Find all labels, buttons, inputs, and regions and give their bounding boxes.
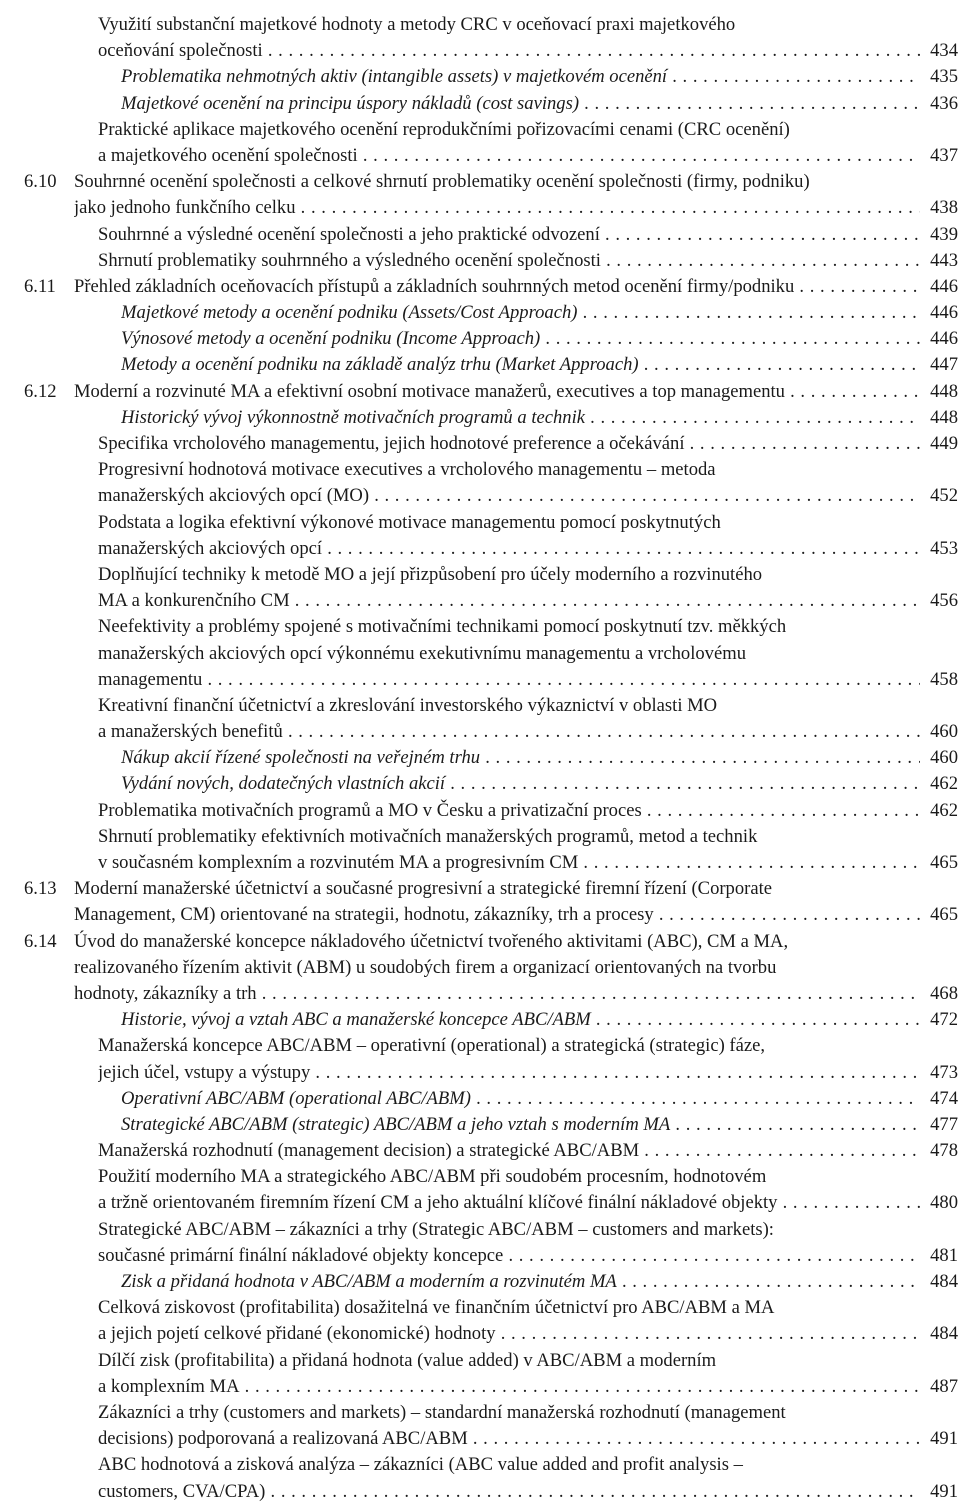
entry-title: Strategické ABC/ABM – zákazníci a trhy (Strategic ABC/ABM – customers and markets): (98, 1218, 774, 1240)
page-number: 491 (920, 1479, 960, 1505)
toc-entry-line (0, 300, 960, 326)
page-number: 477 (920, 1112, 960, 1138)
page-number: 472 (920, 1007, 960, 1033)
entry-title: Progresivní hodnotová motivace executives a vrcholového managementu – metoda (98, 459, 716, 481)
entry-title: Specifika vrcholového managementu, jejich hodnotové preference a očekávání . . . (98, 431, 922, 457)
toc-entry[interactable] (0, 431, 960, 457)
entry-title: Praktické aplikace majetkového ocenění reprodukčními pořizovacími cenami (CRC ocenění) (98, 118, 790, 140)
toc-entry-line (0, 667, 960, 693)
toc-entry-line (0, 457, 960, 483)
section-number: 6.12 (24, 380, 57, 402)
entry-title: managementu . . . (98, 667, 922, 693)
toc-entry-line (0, 274, 960, 300)
toc-entry-line (0, 798, 960, 824)
entry-title: Manažerská koncepce ABC/ABM – operativní (operational) a strategická (strategic) fáze, (98, 1035, 766, 1057)
toc-entry[interactable] (0, 1400, 960, 1452)
entry-title: Moderní manažerské účetnictví a současné progresivní a strategické firemní řízení (Corporate (74, 878, 773, 900)
section-number: 6.11 (24, 275, 56, 297)
entry-title: Strategické ABC/ABM (strategic) ABC/ABM a jeho vztah s moderním MA . . . (121, 1112, 922, 1138)
toc-entry-line (0, 1112, 960, 1138)
toc-entry[interactable] (0, 1452, 960, 1504)
toc-entry[interactable] (0, 1033, 960, 1085)
page-number: 446 (920, 326, 960, 352)
toc-entry-line (0, 483, 960, 509)
page-number: 473 (920, 1060, 960, 1086)
toc-entry-line (0, 536, 960, 562)
page-number: 436 (920, 91, 960, 117)
page-number: 462 (920, 771, 960, 797)
toc-entry-line (0, 1007, 960, 1033)
toc-entry-line (0, 745, 960, 771)
page-number: 449 (920, 431, 960, 457)
toc-entry-line (0, 902, 960, 928)
page-number: 434 (920, 38, 960, 64)
entry-title: Historický vývoj výkonnostně motivačních programů a technik . . . (121, 405, 922, 431)
toc-entry[interactable] (0, 876, 960, 928)
toc-entry[interactable] (0, 274, 960, 300)
toc-entry[interactable] (0, 1269, 960, 1295)
page-number: 452 (920, 483, 960, 509)
toc-entry-line (0, 693, 960, 719)
entry-title: Podstata a logika efektivní výkonové motivace managementu pomocí poskytnutých (98, 511, 721, 533)
toc-entry[interactable] (0, 1348, 960, 1400)
entry-title: hodnoty, zákazníky a trh . . . (74, 981, 922, 1007)
page-number: 446 (920, 274, 960, 300)
page-number: 478 (920, 1138, 960, 1164)
page-number: 465 (920, 902, 960, 928)
page-number: 484 (920, 1269, 960, 1295)
entry-title: MA a konkurenčního CM . . . (98, 588, 922, 614)
toc-entry-line (0, 510, 960, 536)
entry-title: Problematika nehmotných aktiv (intangible assets) v majetkovém ocenění . . . (121, 64, 922, 90)
entry-title: v současném komplexním a rozvinutém MA a progresivním CM . . . (98, 850, 922, 876)
toc-entry[interactable] (0, 12, 960, 64)
entry-title: Doplňující techniky k metodě MO a její přizpůsobení pro účely moderního a rozvinutého (98, 563, 763, 585)
page-number: 458 (920, 667, 960, 693)
toc-entry-line (0, 1243, 960, 1269)
page-number: 484 (920, 1321, 960, 1347)
page-number: 491 (920, 1426, 960, 1452)
toc-entry[interactable] (0, 824, 960, 876)
entry-title: Souhrnné ocenění společnosti a celkové shrnutí problematiky ocenění společnosti (firmy, podniku) (74, 171, 810, 193)
toc-entry[interactable] (0, 1217, 960, 1269)
toc-entry[interactable] (0, 248, 960, 274)
entry-title: současné primární finální nákladové objekty koncepce . . . (98, 1243, 922, 1269)
entry-title: manažerských akciových opcí výkonnému exekutivnímu managementu a vrcholovému (98, 642, 746, 664)
toc-entry[interactable] (0, 562, 960, 614)
entry-title: Metody a ocenění podniku na základě analýz trhu (Market Approach) . . . (121, 352, 922, 378)
toc-entry[interactable] (0, 614, 960, 693)
toc-entry-line (0, 64, 960, 90)
entry-title: manažerských akciových opcí . . . (98, 536, 922, 562)
entry-title: Úvod do manažerské koncepce nákladového účetnictví tvořeného aktivitami (ABC), CM a MA, (74, 930, 789, 952)
toc-entry-line (0, 1190, 960, 1216)
entry-title: Vydání nových, dodatečných vlastních akcií . . . (121, 771, 922, 797)
page-number: 460 (920, 719, 960, 745)
toc-entry-line (0, 1086, 960, 1112)
toc-entry[interactable] (0, 326, 960, 352)
toc-entry[interactable] (0, 693, 960, 745)
page-number: 456 (920, 588, 960, 614)
page-number: 439 (920, 222, 960, 248)
entry-title: a jejich pojetí celkové přidané (ekonomické) hodnoty . . . (98, 1321, 922, 1347)
entry-title: Nákup akcií řízené společnosti na veřejném trhu . . . (121, 745, 922, 771)
entry-title: Shrnutí problematiky efektivních motivačních manažerských programů, metod a technik (98, 825, 758, 847)
toc-entry[interactable] (0, 379, 960, 405)
toc-entry-line (0, 1452, 960, 1478)
page-number: 468 (920, 981, 960, 1007)
page-number: 448 (920, 379, 960, 405)
table-of-contents (0, 12, 960, 1505)
entry-title: a manažerských benefitů . . . (98, 719, 922, 745)
entry-title: Výnosové metody a ocenění podniku (Income Approach) . . . (121, 326, 922, 352)
toc-entry[interactable] (0, 352, 960, 378)
page-number: 453 (920, 536, 960, 562)
page-number: 487 (920, 1374, 960, 1400)
toc-entry[interactable] (0, 91, 960, 117)
entry-title: Neefektivity a problémy spojené s motivačními technikami pomocí poskytnutí tzv. měkkých (98, 616, 787, 638)
toc-entry-line (0, 955, 960, 981)
toc-entry-line (0, 641, 960, 667)
toc-entry-line (0, 91, 960, 117)
entry-title: manažerských akciových opcí (MO) . . . (98, 483, 922, 509)
toc-entry-line (0, 719, 960, 745)
toc-entry[interactable] (0, 929, 960, 1008)
toc-entry-line (0, 876, 960, 902)
toc-entry-line (0, 1321, 960, 1347)
page-number: 462 (920, 798, 960, 824)
entry-title: customers, CVA/CPA) . . . (98, 1479, 922, 1505)
page-number: 435 (920, 64, 960, 90)
page-number: 480 (920, 1190, 960, 1216)
toc-entry[interactable] (0, 1164, 960, 1216)
entry-title: Management, CM) orientované na strategii, hodnotu, zákazníky, trh a procesy . . . (74, 902, 922, 928)
entry-title: ABC hodnotová a zisková analýza – zákazníci (ABC value added and profit analysis – (98, 1454, 743, 1476)
entry-title: Historie, vývoj a vztah ABC a manažerské koncepce ABC/ABM . . . (121, 1007, 922, 1033)
toc-entry[interactable] (0, 64, 960, 90)
toc-entry-line (0, 169, 960, 195)
toc-entry-line (0, 1348, 960, 1374)
toc-entry[interactable] (0, 1086, 960, 1112)
entry-title: Souhrnné a výsledné ocenění společnosti a jeho praktické odvození . . . (98, 222, 922, 248)
entry-title: Použití moderního MA a strategického ABC/ABM při soudobém procesním, hodnotovém (98, 1166, 767, 1188)
toc-entry[interactable] (0, 771, 960, 797)
entry-title: a majetkového ocenění společnosti . . . (98, 143, 922, 169)
toc-entry-line (0, 824, 960, 850)
toc-entry-line (0, 614, 960, 640)
toc-entry-line (0, 222, 960, 248)
page-number: 460 (920, 745, 960, 771)
toc-entry[interactable] (0, 510, 960, 562)
entry-title: Přehled základních oceňovacích přístupů a základních souhrnných metod ocenění firmy/podniku . . . (74, 274, 922, 300)
section-number: 6.13 (24, 878, 57, 900)
toc-entry-line (0, 1269, 960, 1295)
toc-entry-line (0, 326, 960, 352)
toc-entry[interactable] (0, 405, 960, 431)
entry-title: Moderní a rozvinuté MA a efektivní osobní motivace manažerů, executives a top managementu . . . (74, 379, 922, 405)
entry-title: Kreativní finanční účetnictví a zkreslování investorského výkaznictví v oblasti MO (98, 694, 718, 716)
toc-entry-line (0, 1426, 960, 1452)
toc-entry[interactable] (0, 457, 960, 509)
toc-entry-line (0, 379, 960, 405)
toc-entry-line (0, 562, 960, 588)
toc-entry-line (0, 405, 960, 431)
entry-title: Celková ziskovost (profitabilita) dosažitelná ve finančním účetnictví pro ABC/ABM a MA (98, 1297, 775, 1319)
toc-entry-line (0, 1138, 960, 1164)
toc-entry-line (0, 248, 960, 274)
entry-title: Shrnutí problematiky souhrnného a výsledného ocenění společnosti . . . (98, 248, 922, 274)
toc-entry-line (0, 981, 960, 1007)
entry-title: a tržně orientovaném firemním řízení CM a jeho aktuální klíčové finální nákladové objekty . . . (98, 1190, 922, 1216)
section-number: 6.10 (24, 171, 57, 193)
toc-entry-line (0, 431, 960, 457)
page-number: 448 (920, 405, 960, 431)
toc-entry[interactable] (0, 745, 960, 771)
toc-entry-line (0, 1374, 960, 1400)
toc-entry-line (0, 1479, 960, 1505)
entry-title: realizovaného řízením aktivit (ABM) u soudobých firem a organizací orientovaných na tvorbu (74, 956, 777, 978)
toc-entry-line (0, 12, 960, 38)
toc-entry-line (0, 117, 960, 143)
toc-entry-line (0, 195, 960, 221)
toc-entry-line (0, 1060, 960, 1086)
toc-entry-line (0, 1295, 960, 1321)
toc-entry-line (0, 1033, 960, 1059)
toc-entry[interactable] (0, 1007, 960, 1033)
entry-title: Dílčí zisk (profitabilita) a přidaná hodnota (value added) v ABC/ABM a moderním (98, 1349, 717, 1371)
page-number: 438 (920, 195, 960, 221)
toc-entry-line (0, 1164, 960, 1190)
toc-entry[interactable] (0, 1112, 960, 1138)
toc-entry[interactable] (0, 1138, 960, 1164)
toc-entry[interactable] (0, 300, 960, 326)
toc-entry-line (0, 850, 960, 876)
toc-entry[interactable] (0, 222, 960, 248)
page-number: 465 (920, 850, 960, 876)
page-number: 474 (920, 1086, 960, 1112)
toc-entry-line (0, 588, 960, 614)
entry-title: oceňování společnosti . . . (98, 38, 922, 64)
page-number: 481 (920, 1243, 960, 1269)
toc-entry[interactable] (0, 169, 960, 221)
toc-entry[interactable] (0, 798, 960, 824)
page-number: 446 (920, 300, 960, 326)
entry-title: decisions) podporovaná a realizovaná ABC/ABM . . . (98, 1426, 922, 1452)
toc-entry-line (0, 929, 960, 955)
page-number: 443 (920, 248, 960, 274)
entry-title: Využití substanční majetkové hodnoty a metody CRC v oceňovací praxi majetkového (98, 14, 736, 35)
toc-entry-line (0, 38, 960, 64)
entry-title: jako jednoho funkčního celku . . . (74, 195, 922, 221)
toc-entry[interactable] (0, 1295, 960, 1347)
entry-title: Zisk a přidaná hodnota v ABC/ABM a moderním a rozvinutém MA . . . (121, 1269, 922, 1295)
page-number: 437 (920, 143, 960, 169)
entry-title: Majetkové metody a ocenění podniku (Assets/Cost Approach) . . . (121, 300, 922, 326)
entry-title: Operativní ABC/ABM (operational ABC/ABM) . . . (121, 1086, 922, 1112)
toc-entry[interactable] (0, 117, 960, 169)
entry-title: Manažerská rozhodnutí (management decision) a strategické ABC/ABM . . . (98, 1138, 922, 1164)
entry-title: Problematika motivačních programů a MO v Česku a privatizační proces . . . (98, 798, 922, 824)
toc-entry-line (0, 143, 960, 169)
toc-entry-line (0, 771, 960, 797)
section-number: 6.14 (24, 930, 57, 952)
toc-entry-line (0, 1400, 960, 1426)
toc-entry-line (0, 1217, 960, 1243)
toc-entry-line (0, 352, 960, 378)
page-number: 447 (920, 352, 960, 378)
entry-title: Majetkové ocenění na principu úspory nákladů (cost savings) . . . (121, 91, 922, 117)
entry-title: a komplexním MA . . . (98, 1374, 922, 1400)
entry-title: jejich účel, vstupy a výstupy . . . (98, 1060, 922, 1086)
entry-title: Zákazníci a trhy (customers and markets) – standardní manažerská rozhodnutí (management (98, 1401, 786, 1423)
